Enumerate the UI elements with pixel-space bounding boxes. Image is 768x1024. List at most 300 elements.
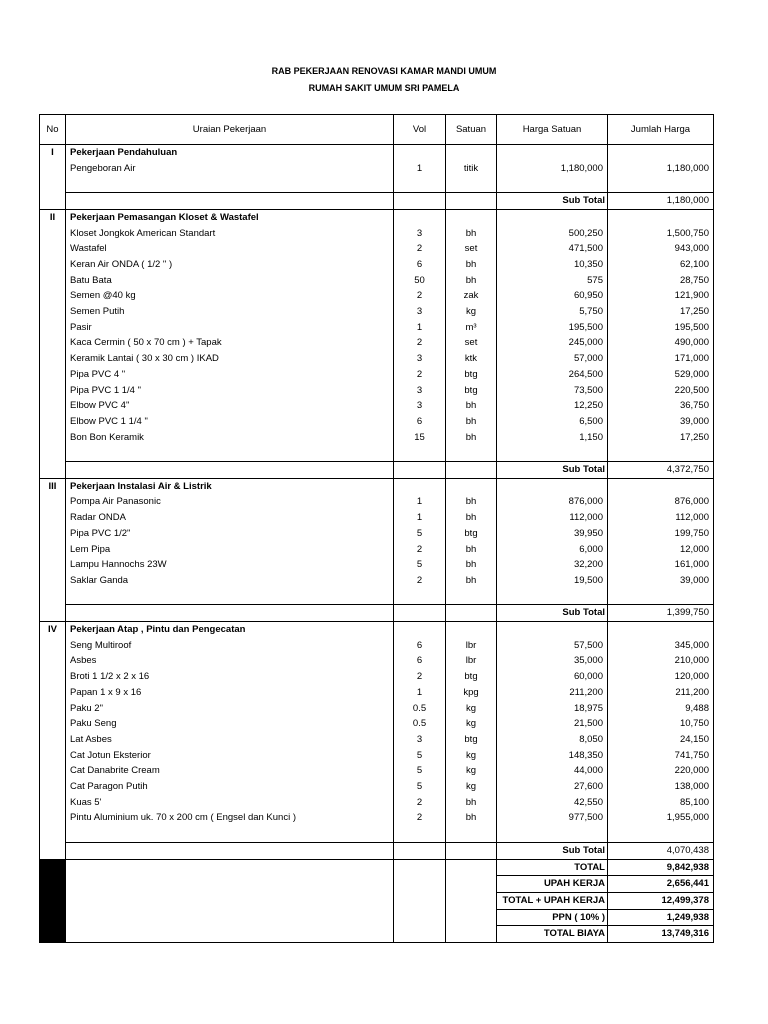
item-unit-price: 977,500 [497,810,608,826]
item-row [40,557,714,573]
item-row [40,779,714,795]
rab-table-body [40,115,714,943]
total-blank [446,926,497,943]
header-uraian: Uraian Pekerjaan [66,115,394,145]
section-blank-cell [446,622,497,638]
item-unit-price: 245,000 [497,335,608,351]
subtotal-label: Sub Total [497,842,608,859]
item-total-price: 195,500 [608,320,714,336]
subtotal-blank [66,842,394,859]
item-description: Radar ONDA [66,510,394,526]
section-number: II [40,209,66,225]
item-description: Asbes [66,653,394,669]
total-label: TOTAL [497,859,608,876]
spacer-cell [66,176,394,192]
item-no [40,701,66,717]
subtotal-label: Sub Total [497,605,608,622]
item-row [40,288,714,304]
item-description: Lem Pipa [66,542,394,558]
total-value: 13,749,316 [608,926,714,943]
total-blank [446,859,497,876]
spacer-row [40,589,714,605]
total-value: 12,499,378 [608,892,714,909]
item-unit: bh [446,510,497,526]
spacer-cell [446,826,497,842]
item-no [40,732,66,748]
item-total-price: 36,750 [608,398,714,414]
item-description: Kloset Jongkok American Standart [66,226,394,242]
item-no [40,557,66,573]
item-description: Cat Jotun Eksterior [66,748,394,764]
document-title: RAB PEKERJAAN RENOVASI KAMAR MANDI UMUM [271,66,497,76]
item-unit-price: 211,200 [497,685,608,701]
item-unit-price: 21,500 [497,716,608,732]
item-description: Pipa PVC 4 " [66,367,394,383]
item-total-price: 199,750 [608,526,714,542]
subtotal-blank [66,605,394,622]
subtotal-blank [394,193,446,210]
section-blank-cell [446,209,497,225]
item-row [40,161,714,177]
item-unit: lbr [446,653,497,669]
total-row [40,892,714,909]
item-description: Pasir [66,320,394,336]
item-description: Paku 2" [66,701,394,717]
item-row [40,414,714,430]
total-label: TOTAL BIAYA [497,926,608,943]
item-total-price: 171,000 [608,351,714,367]
item-total-price: 529,000 [608,367,714,383]
spacer-cell [608,589,714,605]
spacer-cell [446,589,497,605]
item-no [40,494,66,510]
item-no [40,161,66,177]
spacer-cell [497,589,608,605]
spacer-cell [40,826,66,842]
spacer-cell [497,176,608,192]
item-unit-price: 73,500 [497,383,608,399]
item-no [40,304,66,320]
item-row [40,526,714,542]
total-blank [446,876,497,893]
item-row [40,810,714,826]
item-row [40,494,714,510]
item-row [40,669,714,685]
item-no [40,653,66,669]
item-no [40,763,66,779]
item-unit: bh [446,542,497,558]
item-no [40,526,66,542]
item-unit-price: 19,500 [497,573,608,589]
total-label: UPAH KERJA [497,876,608,893]
header-vol: Vol [394,115,446,145]
item-description: Semen Putih [66,304,394,320]
item-row [40,383,714,399]
item-volume: 3 [394,732,446,748]
item-row [40,398,714,414]
item-volume: 6 [394,653,446,669]
item-row [40,226,714,242]
item-total-price: 138,000 [608,779,714,795]
item-unit: kg [446,748,497,764]
item-no [40,685,66,701]
item-no [40,398,66,414]
total-blank [394,892,446,909]
item-description: Semen @40 kg [66,288,394,304]
item-unit-price: 12,250 [497,398,608,414]
item-description: Lat Asbes [66,732,394,748]
item-volume: 3 [394,304,446,320]
item-no [40,414,66,430]
item-description: Wastafel [66,241,394,257]
subtotal-row [40,842,714,859]
rab-table [39,114,714,943]
total-marker [40,859,66,876]
item-unit: kg [446,779,497,795]
subtotal-value: 4,372,750 [608,462,714,479]
item-description: Kaca Cermin ( 50 x 70 cm ) + Tapak [66,335,394,351]
item-total-price: 161,000 [608,557,714,573]
item-row [40,510,714,526]
item-row [40,257,714,273]
section-blank-cell [497,622,608,638]
section-title: Pekerjaan Pendahuluan [66,145,394,161]
item-description: Pompa Air Panasonic [66,494,394,510]
spacer-cell [40,445,66,461]
item-unit: bh [446,398,497,414]
item-row [40,763,714,779]
subtotal-label: Sub Total [497,462,608,479]
subtotal-blank [40,842,66,859]
section-blank-cell [497,209,608,225]
subtotal-blank [394,842,446,859]
table-header-row [40,115,714,145]
item-volume: 2 [394,669,446,685]
spacer-cell [394,445,446,461]
subtotal-blank [40,605,66,622]
item-row [40,716,714,732]
item-unit: bh [446,557,497,573]
section-blank-cell [608,145,714,161]
total-blank [394,909,446,926]
item-no [40,367,66,383]
item-total-price: 17,250 [608,304,714,320]
item-unit-price: 1,150 [497,430,608,446]
total-blank [66,859,394,876]
spacer-cell [394,176,446,192]
item-unit: btg [446,732,497,748]
item-volume: 2 [394,542,446,558]
section-number: IV [40,622,66,638]
section-title: Pekerjaan Pemasangan Kloset & Wastafel [66,209,394,225]
item-unit: set [446,241,497,257]
header-satuan: Satuan [446,115,497,145]
item-row [40,335,714,351]
section-blank-cell [608,622,714,638]
item-description: Elbow PVC 4" [66,398,394,414]
item-volume: 0.5 [394,716,446,732]
item-no [40,795,66,811]
total-row [40,876,714,893]
item-no [40,383,66,399]
document-subtitle: RUMAH SAKIT UMUM SRI PAMELA [308,83,460,93]
item-total-price: 62,100 [608,257,714,273]
item-volume: 50 [394,273,446,289]
item-unit: kg [446,701,497,717]
item-unit: ktk [446,351,497,367]
item-total-price: 211,200 [608,685,714,701]
item-volume: 3 [394,383,446,399]
item-unit: btg [446,526,497,542]
item-row [40,430,714,446]
subtotal-row [40,605,714,622]
section-header-row [40,478,714,494]
item-row [40,638,714,654]
item-unit-price: 10,350 [497,257,608,273]
item-volume: 3 [394,351,446,367]
item-volume: 1 [394,161,446,177]
item-total-price: 24,150 [608,732,714,748]
spacer-cell [40,589,66,605]
item-description: Seng Multiroof [66,638,394,654]
item-row [40,320,714,336]
item-volume: 2 [394,795,446,811]
item-total-price: 120,000 [608,669,714,685]
item-unit-price: 60,000 [497,669,608,685]
item-row [40,542,714,558]
item-unit: set [446,335,497,351]
item-volume: 5 [394,526,446,542]
item-description: Pipa PVC 1/2" [66,526,394,542]
item-no [40,638,66,654]
subtotal-row [40,462,714,479]
item-unit-price: 264,500 [497,367,608,383]
item-unit: bh [446,810,497,826]
section-blank-cell [608,209,714,225]
item-unit-price: 8,050 [497,732,608,748]
item-no [40,288,66,304]
item-no [40,257,66,273]
header-jumlah-harga: Jumlah Harga [608,115,714,145]
total-blank [394,926,446,943]
item-total-price: 220,000 [608,763,714,779]
item-total-price: 876,000 [608,494,714,510]
item-row [40,367,714,383]
total-blank [66,909,394,926]
item-row [40,351,714,367]
section-blank-cell [608,478,714,494]
spacer-cell [446,445,497,461]
item-no [40,510,66,526]
item-row [40,653,714,669]
item-volume: 2 [394,241,446,257]
total-marker [40,892,66,909]
subtotal-blank [446,193,497,210]
total-marker [40,909,66,926]
item-unit: lbr [446,638,497,654]
item-no [40,430,66,446]
item-row [40,795,714,811]
item-unit-price: 1,180,000 [497,161,608,177]
spacer-cell [394,589,446,605]
item-volume: 15 [394,430,446,446]
item-volume: 2 [394,335,446,351]
item-volume: 2 [394,810,446,826]
item-unit-price: 471,500 [497,241,608,257]
section-blank-cell [497,478,608,494]
item-description: Pipa PVC 1 1/4 " [66,383,394,399]
item-unit: kpg [446,685,497,701]
section-blank-cell [394,478,446,494]
section-blank-cell [446,478,497,494]
subtotal-value: 1,399,750 [608,605,714,622]
total-marker [40,926,66,943]
item-total-price: 28,750 [608,273,714,289]
item-description: Kuas 5' [66,795,394,811]
item-unit: bh [446,430,497,446]
item-no [40,716,66,732]
item-unit-price: 5,750 [497,304,608,320]
total-row [40,909,714,926]
subtotal-blank [40,462,66,479]
item-volume: 2 [394,288,446,304]
subtotal-blank [446,842,497,859]
item-unit-price: 32,200 [497,557,608,573]
item-unit: bh [446,226,497,242]
item-volume: 5 [394,763,446,779]
item-row [40,732,714,748]
section-blank-cell [394,622,446,638]
item-unit-price: 148,350 [497,748,608,764]
spacer-cell [446,176,497,192]
item-no [40,241,66,257]
item-total-price: 1,180,000 [608,161,714,177]
item-volume: 2 [394,573,446,589]
item-volume: 1 [394,494,446,510]
item-row [40,241,714,257]
item-volume: 5 [394,748,446,764]
subtotal-blank [394,462,446,479]
item-unit: btg [446,669,497,685]
item-total-price: 220,500 [608,383,714,399]
item-unit-price: 44,000 [497,763,608,779]
total-value: 9,842,938 [608,859,714,876]
item-no [40,573,66,589]
item-unit-price: 18,975 [497,701,608,717]
spacer-cell [608,176,714,192]
item-unit: bh [446,414,497,430]
item-description: Elbow PVC 1 1/4 " [66,414,394,430]
item-unit: titik [446,161,497,177]
spacer-cell [497,826,608,842]
header-no: No [40,115,66,145]
item-volume: 5 [394,557,446,573]
item-row [40,573,714,589]
section-title: Pekerjaan Atap , Pintu dan Pengecatan [66,622,394,638]
item-total-price: 85,100 [608,795,714,811]
total-label: PPN ( 10% ) [497,909,608,926]
subtotal-blank [446,462,497,479]
item-description: Keramik Lantai ( 30 x 30 cm ) IKAD [66,351,394,367]
section-header-row [40,622,714,638]
total-marker [40,876,66,893]
item-no [40,273,66,289]
subtotal-row [40,193,714,210]
subtotal-label: Sub Total [497,193,608,210]
item-description: Cat Paragon Putih [66,779,394,795]
item-unit-price: 39,950 [497,526,608,542]
section-number: I [40,145,66,161]
item-row [40,748,714,764]
section-number: III [40,478,66,494]
item-total-price: 121,900 [608,288,714,304]
item-total-price: 741,750 [608,748,714,764]
item-unit-price: 57,000 [497,351,608,367]
item-volume: 5 [394,779,446,795]
header-harga-satuan: Harga Satuan [497,115,608,145]
item-row [40,701,714,717]
item-no [40,669,66,685]
item-volume: 6 [394,414,446,430]
total-value: 2,656,441 [608,876,714,893]
item-volume: 6 [394,638,446,654]
item-volume: 1 [394,320,446,336]
item-unit-price: 57,500 [497,638,608,654]
item-volume: 0.5 [394,701,446,717]
item-total-price: 490,000 [608,335,714,351]
spacer-row [40,445,714,461]
item-total-price: 1,500,750 [608,226,714,242]
item-total-price: 39,000 [608,573,714,589]
item-no [40,320,66,336]
spacer-cell [40,176,66,192]
item-description: Paku Seng [66,716,394,732]
item-volume: 6 [394,257,446,273]
item-description: Broti 1 1/2 x 2 x 16 [66,669,394,685]
item-no [40,748,66,764]
item-unit: kg [446,716,497,732]
section-blank-cell [394,209,446,225]
item-unit-price: 60,950 [497,288,608,304]
item-row [40,304,714,320]
subtotal-blank [66,193,394,210]
item-description: Lampu Hannochs 23W [66,557,394,573]
item-unit-price: 6,500 [497,414,608,430]
item-description: Bon Bon Keramik [66,430,394,446]
item-total-price: 10,750 [608,716,714,732]
item-unit: bh [446,573,497,589]
subtotal-value: 1,180,000 [608,193,714,210]
subtotal-blank [66,462,394,479]
item-total-price: 345,000 [608,638,714,654]
spacer-row [40,176,714,192]
item-no [40,335,66,351]
item-no [40,542,66,558]
item-unit: bh [446,273,497,289]
item-description: Pintu Aluminium uk. 70 x 200 cm ( Engsel dan Kunci ) [66,810,394,826]
section-header-row [40,209,714,225]
item-no [40,351,66,367]
item-volume: 2 [394,367,446,383]
item-unit-price: 27,600 [497,779,608,795]
subtotal-value: 4,070,438 [608,842,714,859]
total-blank [66,926,394,943]
item-unit-price: 876,000 [497,494,608,510]
item-unit-price: 35,000 [497,653,608,669]
item-volume: 3 [394,398,446,414]
total-label: TOTAL + UPAH KERJA [497,892,608,909]
item-unit: btg [446,367,497,383]
